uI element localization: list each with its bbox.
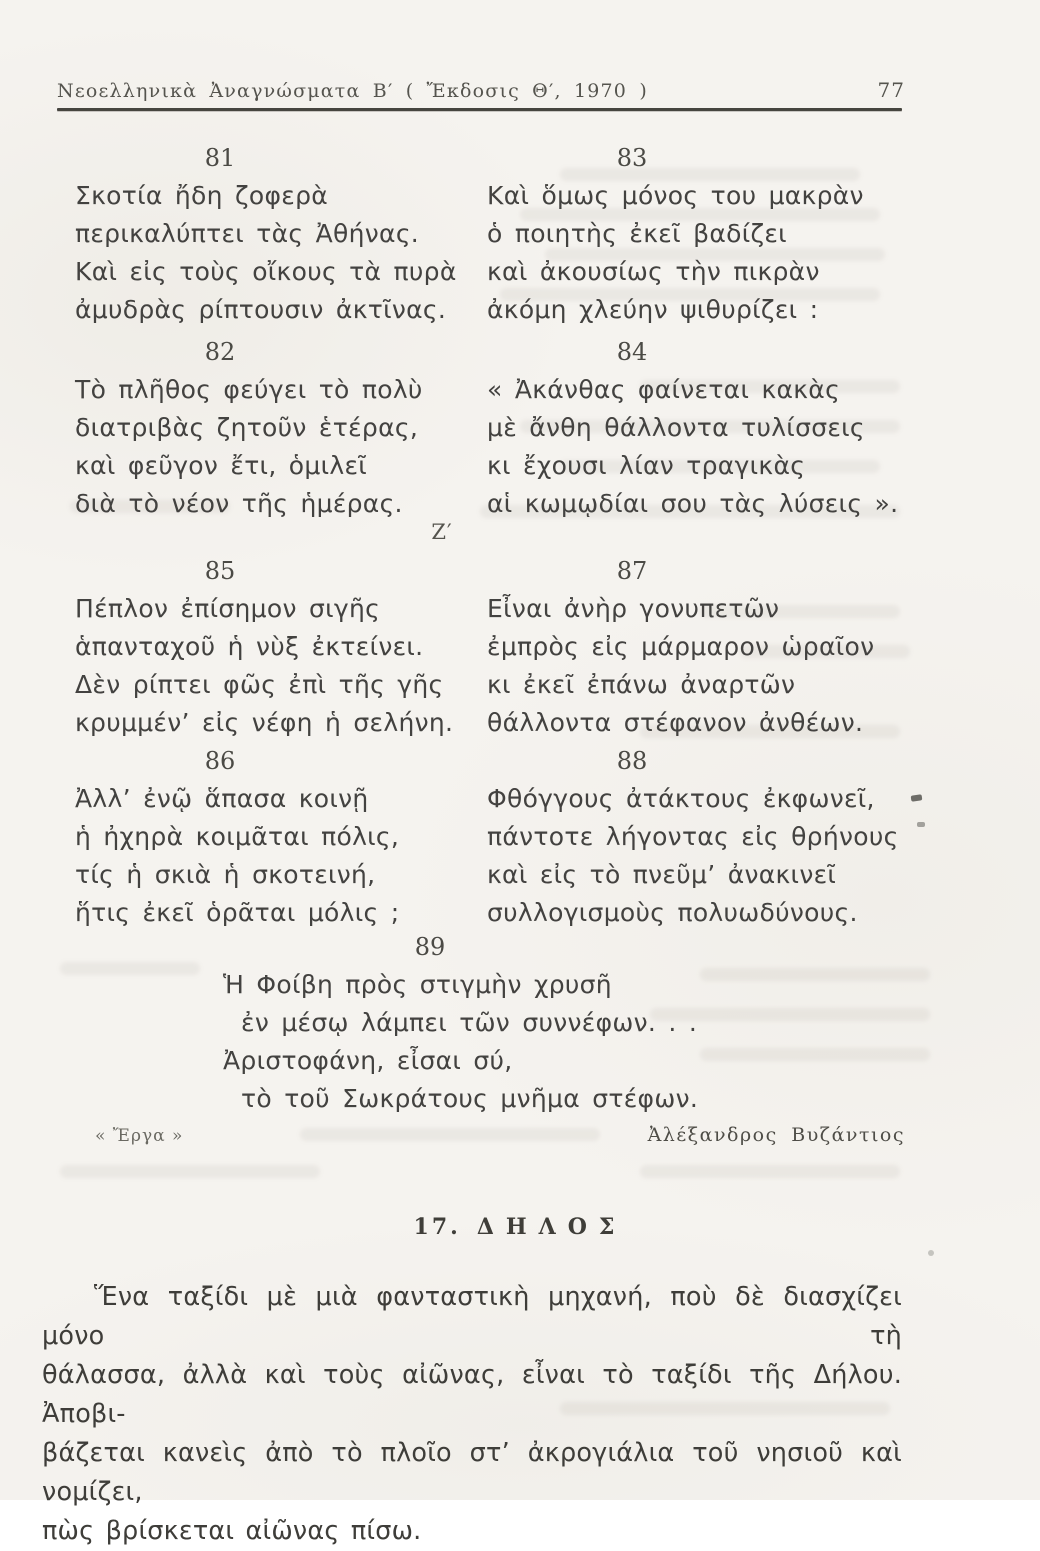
stanza-number: 81 bbox=[204, 144, 236, 172]
stanza-number: 83 bbox=[616, 144, 648, 172]
prose-paragraph bbox=[42, 1278, 902, 1551]
stanza-85 bbox=[75, 556, 455, 742]
verse-line: κι ἔχουσι λίαν τραγικὰς bbox=[487, 451, 806, 480]
verse-line: κρυμμέν’ εἰς νέφη ἡ σελήνη. bbox=[75, 708, 454, 737]
paragraph-line: πὼς βρίσκεται αἰῶνας πίσω. bbox=[42, 1516, 422, 1546]
stanza-86 bbox=[75, 746, 455, 932]
verse-line: τὸ τοῦ Σωκράτους μνῆμα στέφων. bbox=[241, 1084, 699, 1113]
attribution-row bbox=[95, 1124, 905, 1146]
stanza-81 bbox=[75, 143, 455, 329]
verse-line: Ἡ Φοίβη πρὸς στιγμὴν χρυσῆ bbox=[223, 970, 612, 999]
book-title: Νεοελληνικὰ Ἀναγνώσματα Β′ ( Ἔκδοσις Θ′, 1970 ) bbox=[57, 80, 648, 102]
verse-line: καὶ εἰς τὸ πνεῦμ’ ἀνακινεῖ bbox=[487, 860, 837, 889]
verse-line: ὁ ποιητὴς ἐκεῖ βαδίζει bbox=[487, 219, 787, 248]
poem-row bbox=[0, 143, 1040, 329]
verse-line: καὶ φεῦγον ἔτι, ὁμιλεῖ bbox=[75, 451, 368, 480]
poem-row bbox=[0, 337, 1040, 523]
verse-line: θάλλοντα στέφανον ἀνθέων. bbox=[487, 708, 864, 737]
author-name: Ἀλέξανδρος Βυζάντιος bbox=[647, 1124, 905, 1146]
verse-line: Ἀλλ’ ἐνῷ ἅπασα κοινῇ bbox=[75, 784, 369, 813]
paragraph-line: Ἕνα ταξίδι μὲ μιὰ φανταστικὴ μηχανή, ποὺ δὲ διασχίζει μόνο τὴ bbox=[42, 1282, 902, 1351]
verse-line: ἥτις ἐκεῖ ὁρᾶται μόλις ; bbox=[75, 898, 400, 927]
verse-line: Εἶναι ἀνὴρ γονυπετῶν bbox=[487, 594, 780, 623]
verse-line: ἐν μέσῳ λάμπει τῶν συννέφων. . . bbox=[241, 1008, 698, 1037]
stanza-88 bbox=[487, 746, 920, 932]
source-label: « Ἔργα » bbox=[95, 1126, 184, 1146]
verse-line: διατριβὰς ζητοῦν ἑτέρας, bbox=[75, 413, 419, 442]
verse-line: Δὲν ρίπτει φῶς ἐπὶ τῆς γῆς bbox=[75, 670, 444, 699]
page-header bbox=[57, 78, 905, 102]
stanza-89 bbox=[195, 932, 699, 1118]
section-title: ΔΗΛΟΣ bbox=[476, 1214, 627, 1240]
paragraph-line: βάζεται κανεὶς ἀπὸ τὸ πλοῖο στ’ ἀκρογιάλια τοῦ νησιοῦ καὶ νομίζει, bbox=[42, 1438, 902, 1507]
stanza-83 bbox=[487, 143, 920, 329]
verse-line: Καὶ εἰς τοὺς οἴκους τὰ πυρὰ bbox=[75, 257, 457, 286]
stanza-number: 89 bbox=[414, 933, 446, 961]
section-heading bbox=[0, 1212, 1040, 1242]
verse-line: ἁπανταχοῦ ἡ νὺξ ἐκτείνει. bbox=[75, 632, 424, 661]
verse-line: ἀκόμη χλεύην ψιθυρίζει : bbox=[487, 295, 819, 324]
verse-line: Καὶ ὅμως μόνος του μακρὰν bbox=[487, 181, 864, 210]
verse-line: συλλογισμοὺς πολυωδύνους. bbox=[487, 898, 858, 927]
verse-line: αἱ κωμῳδίαι σου τὰς λύσεις ». bbox=[487, 489, 899, 518]
verse-line: καὶ ἀκουσίως τὴν πικρὰν bbox=[487, 257, 820, 286]
verse-line: μὲ ἄνθη θάλλοντα τυλίσσεις bbox=[487, 413, 865, 442]
verse-line: ἡ ἠχηρὰ κοιμᾶται πόλις, bbox=[75, 822, 400, 851]
stanza-number: 85 bbox=[204, 557, 236, 585]
poem-row bbox=[0, 556, 1040, 742]
stanza-84 bbox=[487, 337, 920, 523]
section-number: 17. bbox=[413, 1214, 461, 1240]
header-rule bbox=[57, 108, 902, 111]
stanza-number: 88 bbox=[616, 747, 648, 775]
verse-line: Πέπλον ἐπίσημον σιγῆς bbox=[75, 594, 381, 623]
page-number: 77 bbox=[877, 78, 905, 102]
verse-line: τίς ἡ σκιὰ ἡ σκοτεινή, bbox=[75, 860, 376, 889]
part-divider: Ζ′ bbox=[431, 520, 453, 544]
poem-section bbox=[0, 143, 1040, 1551]
paragraph-line: θάλασσα, ἀλλὰ καὶ τοὺς αἰῶνας, εἶναι τὸ ταξίδι τῆς Δήλου. Ἀποβι- bbox=[42, 1360, 902, 1429]
stanza-82 bbox=[75, 337, 455, 523]
verse-line: Φθόγγους ἀτάκτους ἐκφωνεῖ, bbox=[487, 784, 875, 813]
verse-line: ἀμυδρὰς ρίπτουσιν ἀκτῖνας. bbox=[75, 295, 447, 324]
verse-line: Ἀριστοφάνη, εἶσαι σύ, bbox=[223, 1046, 513, 1075]
verse-line: « Ἀκάνθας φαίνεται κακὰς bbox=[487, 375, 841, 404]
verse-line: ἐμπρὸς εἰς μάρμαρον ὡραῖον bbox=[487, 632, 875, 661]
verse-line: Τὸ πλῆθος φεύγει τὸ πολὺ bbox=[75, 375, 423, 404]
stanza-87 bbox=[487, 556, 920, 742]
verse-line: πάντοτε λήγοντας εἰς θρήνους bbox=[487, 822, 899, 851]
verse-line: διὰ τὸ νέον τῆς ἡμέρας. bbox=[75, 489, 403, 518]
stanza-number: 84 bbox=[616, 338, 648, 366]
poem-row bbox=[0, 746, 1040, 932]
verse-line: Σκοτία ἤδη ζοφερὰ bbox=[75, 181, 329, 210]
stanza-number: 87 bbox=[616, 557, 648, 585]
verse-line: περικαλύπτει τὰς Ἀθήνας. bbox=[75, 219, 420, 248]
verse-line: κι ἐκεῖ ἐπάνω ἀναρτῶν bbox=[487, 670, 796, 699]
stanza-number: 86 bbox=[204, 747, 236, 775]
stanza-number: 82 bbox=[204, 338, 236, 366]
